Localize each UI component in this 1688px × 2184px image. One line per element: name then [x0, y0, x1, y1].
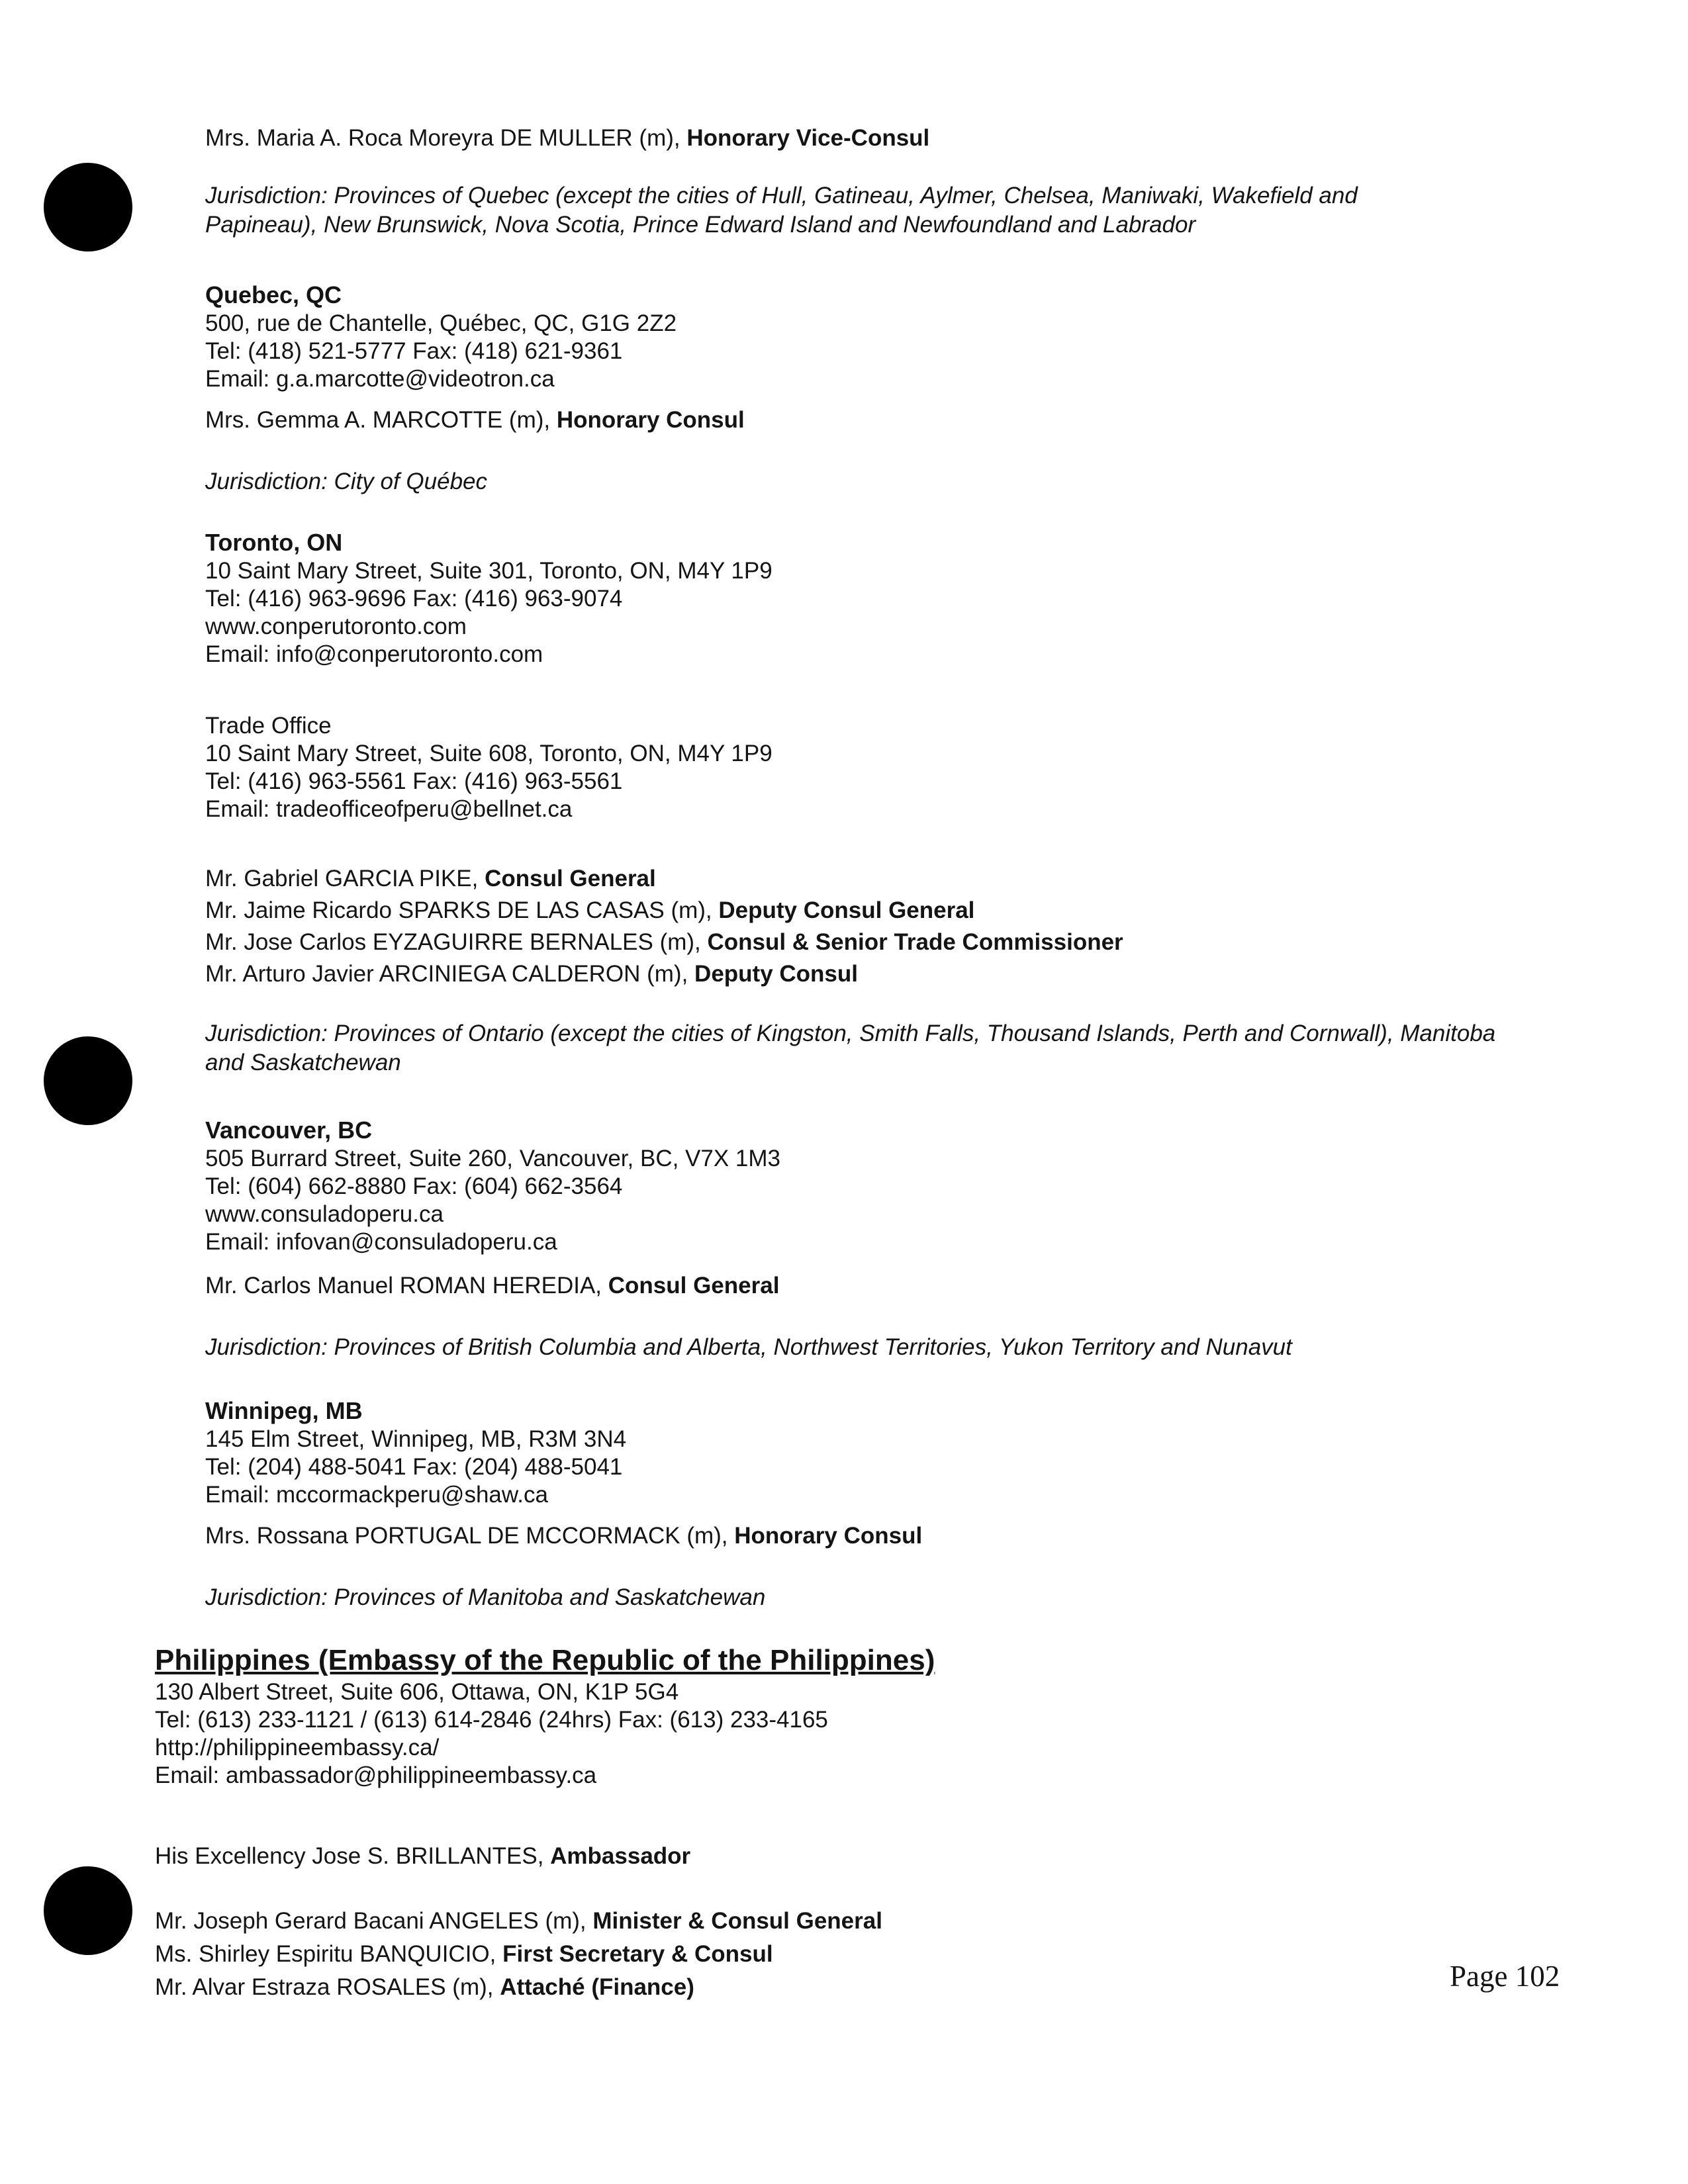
email: Email: g.a.marcotte@videotron.ca [205, 366, 555, 392]
person-title: Honorary Vice-Consul [686, 125, 930, 151]
person-name: Ms. Shirley Espiritu BANQUICIO, [155, 1941, 503, 1967]
person-entry [205, 124, 1589, 152]
person-title: Deputy Consul [694, 961, 858, 987]
address: 130 Albert Street, Suite 606, Ottawa, ON, K1P 5G4 [155, 1679, 679, 1705]
quebec-office [205, 281, 1589, 393]
person-title: Deputy Consul General [718, 897, 975, 923]
winnipeg-office [205, 1396, 1589, 1509]
jurisdiction-note [205, 467, 1589, 496]
jurisdiction-text: Jurisdiction: Provinces of British Columbia and Alberta, Northwest Territories, Yukon Territory and Nunavut [205, 1334, 1292, 1360]
philippines-embassy [155, 1643, 1589, 1790]
person-title: Minister & Consul General [592, 1908, 882, 1934]
phone-fax: Tel: (613) 233-1121 / (613) 614-2846 (24hrs) Fax: (613) 233-4165 [155, 1707, 828, 1733]
city-heading: Vancouver, BC [205, 1116, 373, 1144]
address: 505 Burrard Street, Suite 260, Vancouver, BC, V7X 1M3 [205, 1146, 781, 1171]
person-entry [205, 1522, 1589, 1550]
jurisdiction-text: Jurisdiction: City of Québec [205, 469, 488, 494]
person-entry [205, 1272, 1589, 1300]
person-name: Mrs. Gemma A. MARCOTTE (m), [205, 407, 557, 433]
phone-fax: Tel: (204) 488-5041 Fax: (204) 488-5041 [205, 1454, 623, 1480]
person-title: First Secretary & Consul [502, 1941, 773, 1967]
page-number: Page 102 [1450, 1960, 1560, 1993]
city-heading: Toronto, ON [205, 529, 343, 556]
person-name: Mr. Arturo Javier ARCINIEGA CALDERON (m), [205, 961, 695, 987]
person-entry [155, 1938, 1423, 1971]
punch-hole-top [44, 163, 132, 251]
person-name: Mr. Carlos Manuel ROMAN HEREDIA, [205, 1273, 608, 1298]
jurisdiction-text: Jurisdiction: Provinces of Ontario (except the cities of Kingston, Smith Falls, Thousand Islands, Perth and Cornwall), Manitoba and Saskatchewan [205, 1021, 1496, 1075]
person-title: Honorary Consul [734, 1523, 923, 1549]
phone-fax: Tel: (418) 521-5777 Fax: (418) 621-9361 [205, 338, 623, 364]
address: 10 Saint Mary Street, Suite 301, Toronto, ON, M4Y 1P9 [205, 558, 773, 584]
jurisdiction-note [205, 1583, 1589, 1612]
person-name: Mr. Gabriel GARCIA PIKE, [205, 866, 485, 891]
person-entry [205, 927, 1589, 958]
person-entry [155, 1905, 1423, 1938]
city-heading: Quebec, QC [205, 281, 342, 308]
person-name: Mr. Alvar Estraza ROSALES (m), [155, 1974, 500, 2000]
person-entry [205, 863, 1589, 895]
jurisdiction-text: Jurisdiction: Provinces of Manitoba and Saskatchewan [205, 1584, 766, 1610]
trade-office-label: Trade Office [205, 713, 332, 739]
address: 10 Saint Mary Street, Suite 608, Toronto, ON, M4Y 1P9 [205, 741, 773, 766]
person-name: Mr. Jose Carlos EYZAGUIRRE BERNALES (m), [205, 929, 708, 955]
jurisdiction-text: Jurisdiction: Provinces of Quebec (except the cities of Hull, Gatineau, Aylmer, Chelsea, Maniwaki, Wakefield and Papineau), New Brunswick, Nova Scotia, Prince Edward Island and Newfoundland and Labrador [205, 183, 1358, 238]
toronto-office [205, 528, 1589, 668]
person-entry [205, 406, 1589, 434]
jurisdiction-note [205, 181, 1470, 240]
person-entry [155, 1843, 1589, 1870]
country-heading: Philippines (Embassy of the Republic of the Philippines) [155, 1644, 935, 1676]
toronto-staff [205, 863, 1589, 990]
person-title: Attaché (Finance) [500, 1974, 694, 2000]
website-link[interactable]: http://philippineembassy.ca/ [155, 1735, 440, 1760]
jurisdiction-note [205, 1333, 1589, 1362]
city-heading: Winnipeg, MB [205, 1397, 363, 1424]
person-name: Mr. Jaime Ricardo SPARKS DE LAS CASAS (m), [205, 897, 719, 923]
email: Email: info@conperutoronto.com [205, 641, 543, 667]
person-title: Consul General [485, 866, 656, 891]
punch-hole-middle [44, 1036, 132, 1125]
person-name: Mr. Joseph Gerard Bacani ANGELES (m), [155, 1908, 593, 1934]
person-entry [155, 1971, 1423, 2004]
vancouver-office [205, 1116, 1589, 1256]
philippines-staff [155, 1905, 1423, 2004]
toronto-trade-office [205, 712, 1589, 823]
website-link[interactable]: www.conperutoronto.com [205, 614, 467, 639]
person-title: Ambassador [550, 1843, 691, 1869]
email: Email: tradeofficeofperu@bellnet.ca [205, 796, 573, 822]
address: 145 Elm Street, Winnipeg, MB, R3M 3N4 [205, 1426, 627, 1452]
winnipeg-person [205, 1522, 1589, 1550]
email: Email: infovan@consuladoperu.ca [205, 1229, 557, 1255]
address: 500, rue de Chantelle, Québec, QC, G1G 2Z2 [205, 310, 677, 336]
person-title: Honorary Consul [556, 407, 745, 433]
person-name: Mrs. Rossana PORTUGAL DE MCCORMACK (m), [205, 1523, 735, 1549]
punch-hole-bottom [44, 1866, 132, 1955]
phone-fax: Tel: (416) 963-5561 Fax: (416) 963-5561 [205, 768, 623, 794]
person-name: Mrs. Maria A. Roca Moreyra DE MULLER (m), [205, 125, 687, 151]
email: Email: mccormackperu@shaw.ca [205, 1482, 548, 1508]
person-name: His Excellency Jose S. BRILLANTES, [155, 1843, 551, 1869]
person-title: Consul General [608, 1273, 780, 1298]
person-title: Consul & Senior Trade Commissioner [707, 929, 1123, 955]
phone-fax: Tel: (416) 963-9696 Fax: (416) 963-9074 [205, 586, 623, 612]
phone-fax: Tel: (604) 662-8880 Fax: (604) 662-3564 [205, 1173, 623, 1199]
website-link[interactable]: www.consuladoperu.ca [205, 1201, 444, 1227]
person-entry [205, 895, 1589, 927]
vancouver-person [205, 1272, 1589, 1300]
jurisdiction-note [205, 1019, 1536, 1077]
person-entry [205, 958, 1589, 990]
email: Email: ambassador@philippineembassy.ca [155, 1762, 597, 1788]
quebec-person [205, 406, 1589, 434]
montreal-contact [205, 124, 1589, 152]
philippines-ambassador [155, 1843, 1589, 1870]
